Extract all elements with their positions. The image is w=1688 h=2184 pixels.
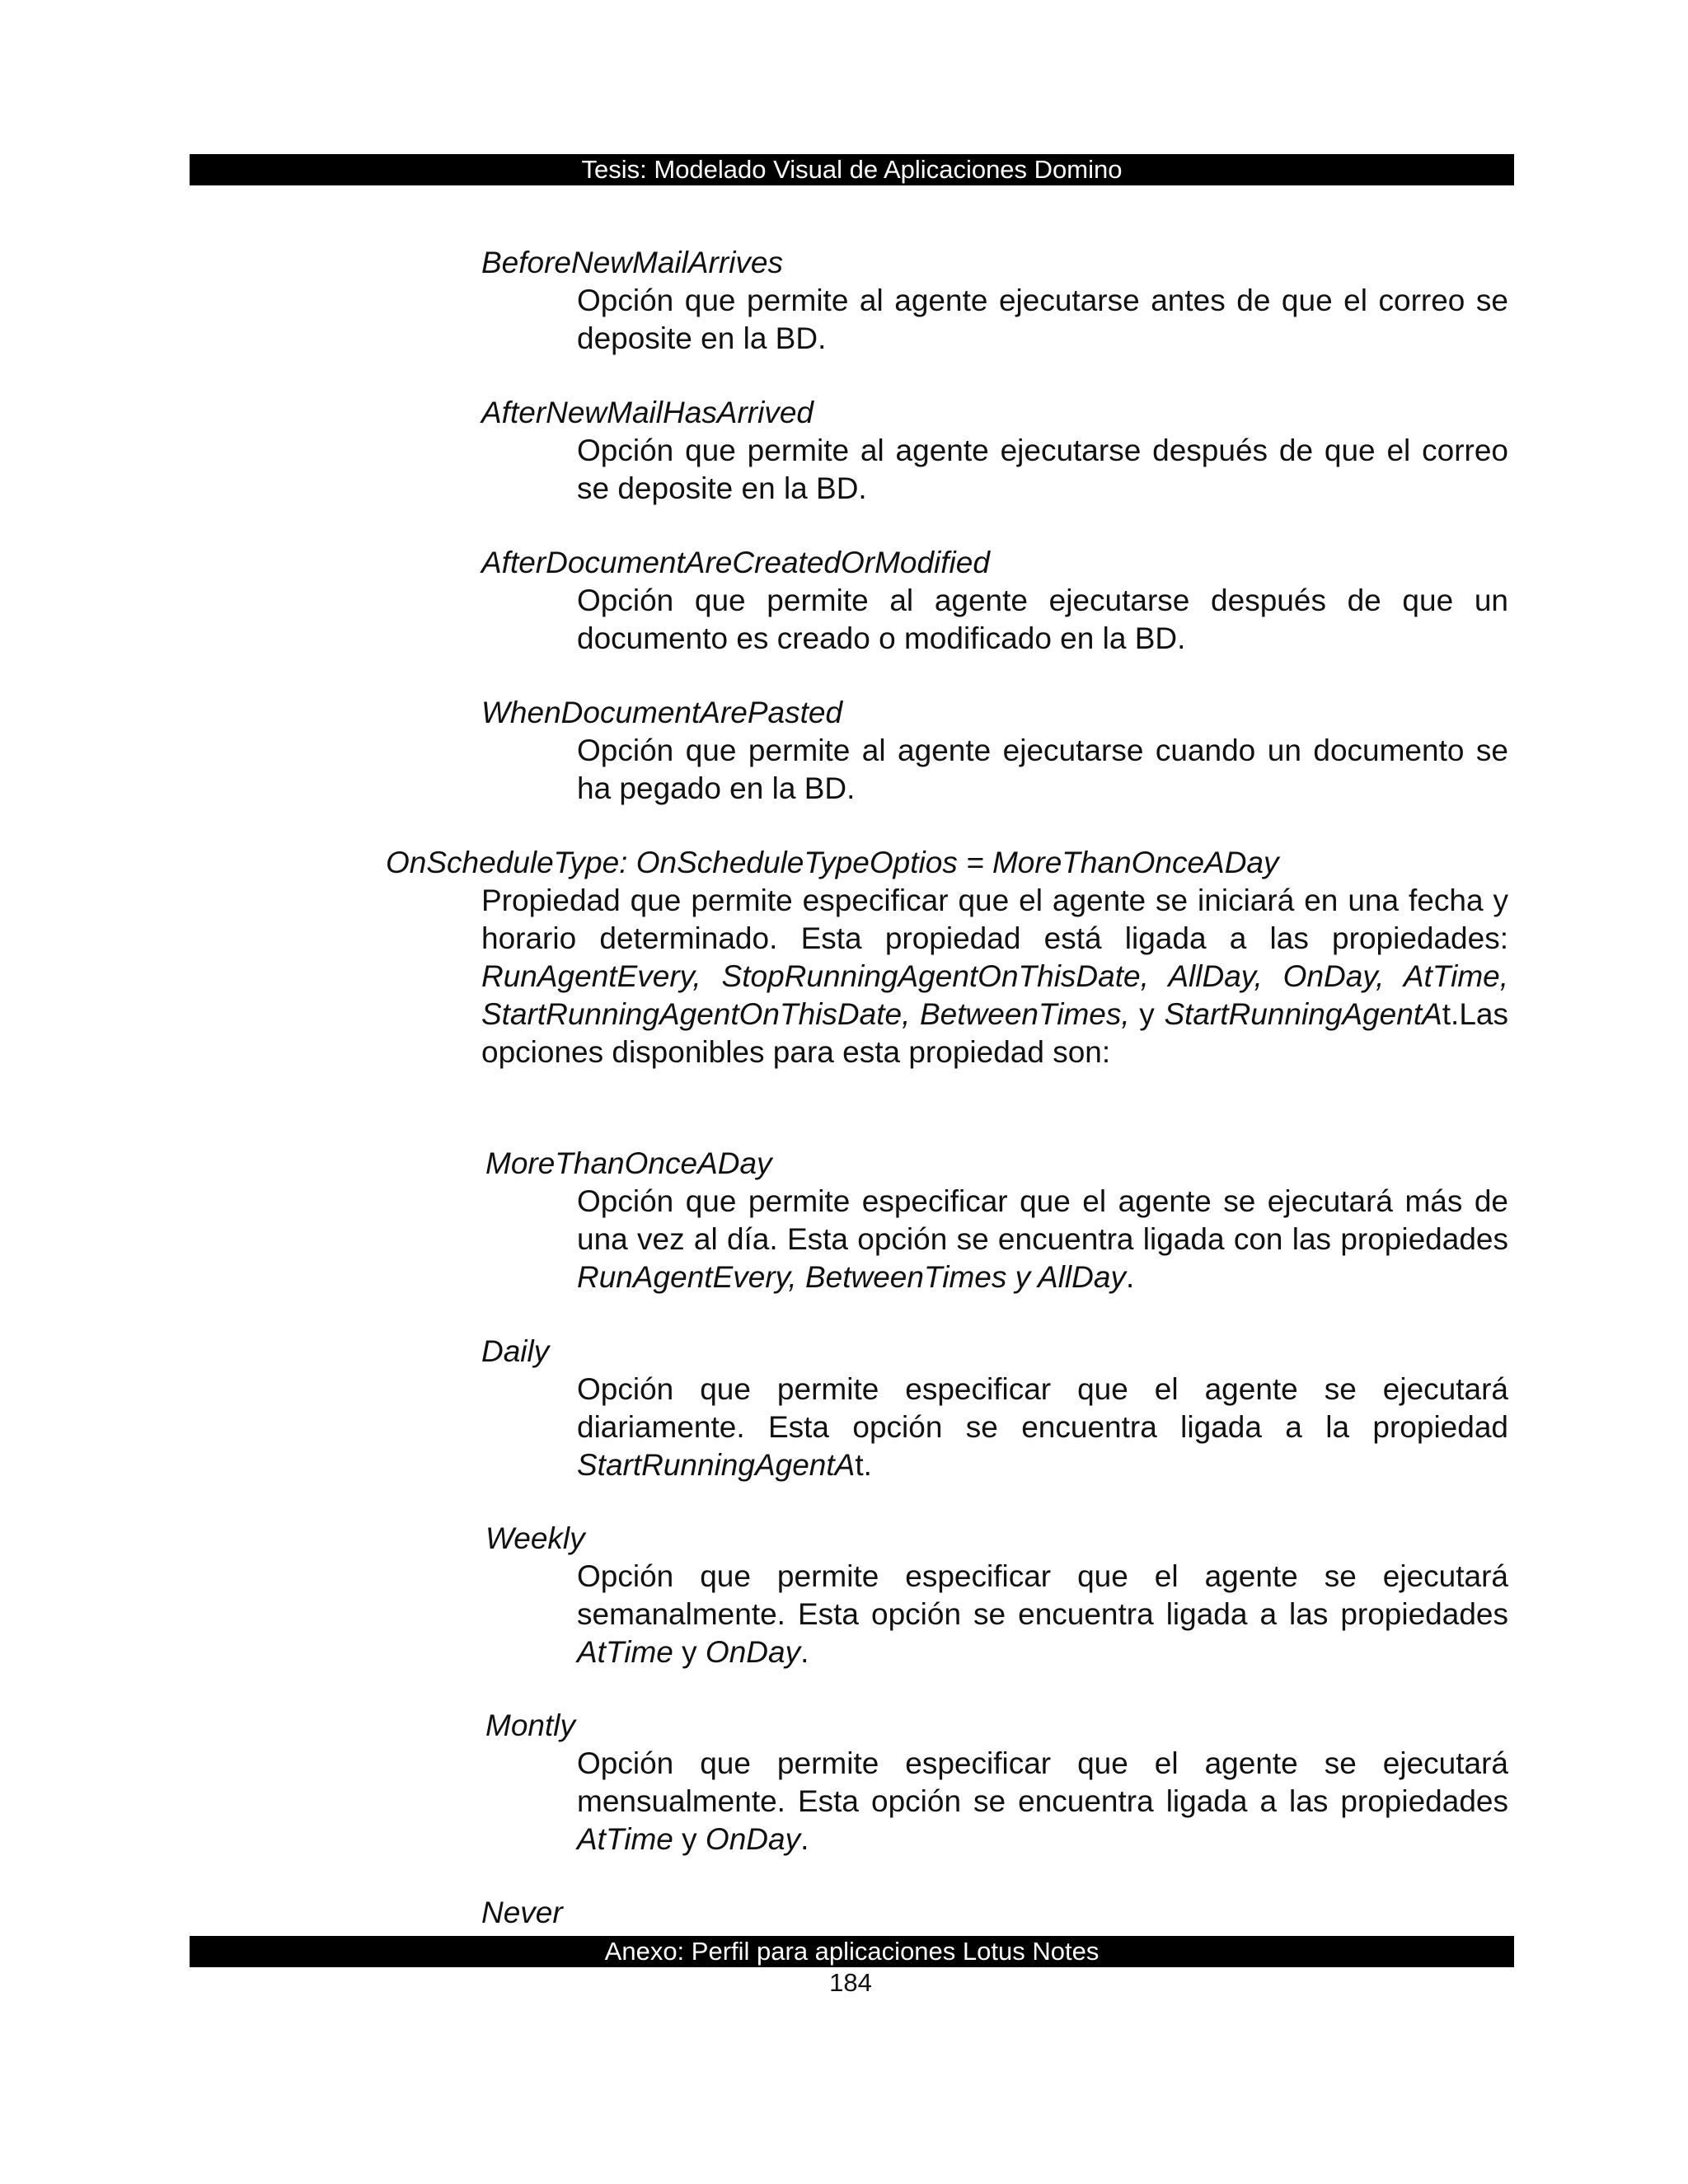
desc-italic: StartRunningAgentA: [577, 1448, 856, 1482]
desc-daily: [577, 1371, 1508, 1484]
desc-after-new-mail-has-arrived: Opción que permite al agente ejecutarse después de que el correo se deposite en la BD.: [577, 434, 1508, 505]
term-never: Never: [481, 1896, 563, 1929]
desc-text: Opción que permite especificar que el agente se ejecutará diariamente. Esta opción se encuentra ligada a la propiedad: [577, 1372, 1508, 1444]
property-description: [481, 882, 1508, 1071]
desc-end: .: [800, 1822, 809, 1856]
property-desc-tail: t.Las opciones disponibles para esta propiedad son:: [481, 997, 1508, 1069]
page-header: [190, 154, 1514, 185]
desc-after-document-created-or-modified: Opción que permite al agente ejecutarse después de que un documento es creado o modificado en la BD.: [577, 583, 1508, 655]
property-desc-intro: Propiedad que permite especificar que el agente se iniciará en una fecha y horario determinado. Esta propiedad está ligada a las propiedades:: [481, 883, 1508, 955]
desc-weekly: [577, 1558, 1508, 1671]
property-desc-y: y: [1129, 997, 1165, 1031]
footer-title: Anexo: Perfil para aplicaciones Lotus Notes: [604, 1937, 1100, 1966]
desc-end: t.: [855, 1448, 872, 1482]
desc-italic: AtTime: [577, 1635, 673, 1669]
term-after-document-created-or-modified: AfterDocumentAreCreatedOrModified: [481, 546, 990, 579]
term-when-document-are-pasted: WhenDocumentArePasted: [481, 696, 843, 729]
desc-text: Opción que permite especificar que el agente se ejecutará mensualmente. Esta opción se encuentra ligada a las propiedades: [577, 1746, 1508, 1818]
term-before-new-mail-arrives: BeforeNewMailArrives: [481, 246, 783, 279]
desc-end: .: [1125, 1260, 1135, 1294]
header-title: Tesis: Modelado Visual de Aplicaciones Domino: [581, 155, 1123, 184]
term-more-than-once-a-day: MoreThanOnceADay: [485, 1146, 772, 1180]
desc-end: .: [800, 1635, 809, 1669]
desc-text: Opción que permite especificar que el agente se ejecutará más de una vez al día. Esta opción se encuentra ligada con las propiedades: [577, 1184, 1508, 1256]
desc-italic: AtTime: [577, 1822, 673, 1856]
property-desc-last-prop: StartRunningAgentA: [1164, 997, 1442, 1031]
desc-mid: y: [673, 1635, 706, 1669]
desc-mid: y: [673, 1822, 706, 1856]
page-footer: [190, 1936, 1514, 1967]
desc-before-new-mail-arrives: Opción que permite al agente ejecutarse antes de que el correo se deposite en la BD.: [577, 284, 1508, 355]
page-number: 184: [829, 1968, 872, 1997]
term-daily: Daily: [481, 1334, 550, 1368]
desc-italic-2: OnDay: [705, 1822, 801, 1856]
desc-italic: RunAgentEvery, BetweenTimes y AllDay: [577, 1260, 1126, 1294]
term-weekly: Weekly: [485, 1521, 585, 1555]
desc-italic-2: OnDay: [705, 1635, 801, 1669]
desc-more-than-once-a-day: [577, 1183, 1508, 1296]
property-desc-props: RunAgentEvery, StopRunningAgentOnThisDate, AllDay, OnDay, AtTime, StartRunningAgentOnThisDate, BetweenTimes,: [481, 959, 1508, 1031]
property-signature: OnScheduleType: OnScheduleTypeOptios = MoreThanOnceADay: [386, 846, 1279, 879]
term-montly: Montly: [485, 1708, 575, 1742]
desc-when-document-are-pasted: Opción que permite al agente ejecutarse cuando un documento se ha pegado en la BD.: [577, 733, 1508, 805]
desc-montly: [577, 1745, 1508, 1858]
desc-text: Opción que permite especificar que el agente se ejecutará semanalmente. Esta opción se encuentra ligada a las propiedades: [577, 1559, 1508, 1631]
term-after-new-mail-has-arrived: AfterNewMailHasArrived: [481, 396, 814, 429]
